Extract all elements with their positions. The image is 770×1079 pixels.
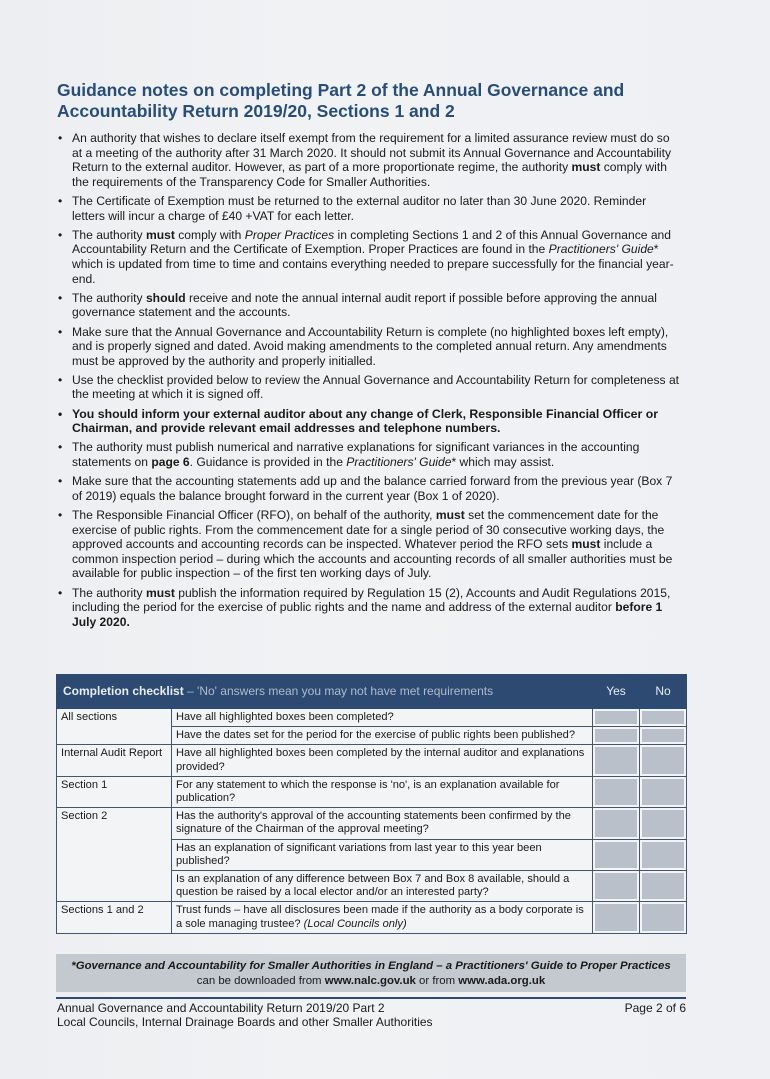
yes-column-header: Yes (593, 675, 640, 709)
yes-checkbox[interactable] (593, 902, 640, 933)
checklist-row (57, 776, 687, 807)
no-column-header: No (640, 675, 687, 709)
checklist-question: Has an explanation of significant variations from last year to this year been published? (172, 839, 593, 870)
checklist-question: Have the dates set for the period for the exercise of public rights been published? (172, 727, 593, 745)
section-label: Internal Audit Report (57, 745, 172, 776)
completion-checklist-table (56, 674, 687, 934)
guidance-list (57, 131, 682, 634)
bullet-item: • An authority that wishes to declare itself exempt from the requirement for a limited assurance review must do so at a meeting of the authority after 31 March 2020. It should not submit its Annual Governance and Accountability Return to the external auditor. However, as part of a more proportionate regime, the authority must comply with the requirements of the Transparency Code for Smaller Authorities. (58, 131, 672, 189)
footnote-title: *Governance and Accountability for Smaller Authorities in England – a Practitioners' Guide to Proper Practices (71, 960, 671, 972)
section-label: All sections (57, 709, 172, 745)
bullet-item: • The Certificate of Exemption must be returned to the external auditor no later than 30 June 2020. Reminder letters will incur a charge of £40 +VAT for each letter. (58, 193, 647, 223)
page-title: Guidance notes on completing Part 2 of the Annual Governance and Accountability Return 2019/20, Sections 1 and 2 (57, 80, 625, 121)
yes-checkbox[interactable] (593, 709, 640, 727)
checklist-row (57, 808, 687, 839)
no-checkbox[interactable] (640, 776, 687, 807)
checklist-header-row (57, 675, 687, 709)
section-label: Section 1 (57, 776, 172, 807)
yes-checkbox[interactable] (593, 727, 640, 745)
checklist-row (57, 709, 687, 727)
checklist-question: Has the authority's approval of the accounting statements been confirmed by the signature of the Chairman of the approval meeting? (172, 808, 593, 839)
yes-checkbox[interactable] (593, 839, 640, 870)
checklist-row (57, 745, 687, 776)
checklist-question: For any statement to which the response is 'no', is an explanation available for publication? (172, 776, 593, 807)
bullet-item: • The Responsible Financial Officer (RFO), on behalf of the authority, must set the commencement date for the exercise of public rights. From the commencement date for a single period of 30 consecutive working days, the approved accounts and accounting records can be inspected. Whatever period the RFO sets must include a common inspection period – during which the accounts and accounting records of all smaller authorities must be available for public inspection – of the first ten working days of July. (58, 508, 673, 581)
bullet-item: • Use the checklist provided below to review the Annual Governance and Accountability Return for completeness at the meeting at which it is signed off. (58, 372, 680, 402)
no-checkbox[interactable] (640, 745, 687, 776)
bullet-item: • The authority must publish the information required by Regulation 15 (2), Accounts and Audit Regulations 2015, including the period for the exercise of public rights and the name and address of the external auditor before 1 July 2020. (58, 585, 671, 629)
bullet-item: • Make sure that the accounting statements add up and the balance carried forward from the previous year (Box 7 of 2019) equals the balance brought forward in the current year (Box 1 of 2020). (58, 474, 673, 503)
checklist-question: Have all highlighted boxes been completed by the internal auditor and explanations provided? (172, 745, 593, 776)
footnote-links: can be downloaded from www.nalc.gov.uk or from www.ada.org.uk (196, 975, 546, 987)
page-number: Page 2 of 6 (624, 1001, 686, 1015)
nalc-link[interactable]: www.nalc.gov.uk (324, 975, 416, 987)
checklist-question: Have all highlighted boxes been completed? (172, 709, 593, 727)
footer-text: Annual Governance and Accountability Return 2019/20 Part 2 Local Councils, Internal Drainage Boards and other Smaller Authorities (57, 1001, 433, 1029)
no-checkbox[interactable] (640, 902, 687, 933)
checklist-row (57, 902, 687, 933)
no-checkbox[interactable] (640, 727, 687, 745)
bullet-item: • Make sure that the Annual Governance and Accountability Return is complete (no highlighted boxes left empty), and is properly signed and dated. Avoid making amendments to the completed annual return. Any amendments must be approved by the authority and properly initialled. (58, 324, 669, 368)
no-checkbox[interactable] (640, 839, 687, 870)
no-checkbox[interactable] (640, 709, 687, 727)
no-checkbox[interactable] (640, 871, 687, 902)
checklist-header: Completion checklist – 'No' answers mean you may not have met requirements (57, 675, 593, 709)
footer-divider (56, 997, 686, 999)
bullet-item: • The authority should receive and note the annual internal audit report if possible before approving the annual governance statement and the accounts. (58, 290, 657, 320)
yes-checkbox[interactable] (593, 776, 640, 807)
yes-checkbox[interactable] (593, 745, 640, 776)
ada-link[interactable]: www.ada.org.uk (458, 975, 546, 987)
footnote (56, 954, 686, 992)
yes-checkbox[interactable] (593, 808, 640, 839)
bullet-item-emphasis: • You should inform your external auditor about any change of Clerk, Responsible Financial Officer or Chairman, and provide relevant email addresses and telephone numbers. (58, 406, 659, 436)
yes-checkbox[interactable] (593, 871, 640, 902)
no-checkbox[interactable] (640, 808, 687, 839)
checklist-question: Trust funds – have all disclosures been made if the authority as a body corporate is a sole managing trustee? (Local Councils only) (172, 902, 593, 933)
bullet-item: • The authority must publish numerical and narrative explanations for significant variances in the accounting statements on page 6. Guidance is provided in the Practitioners' Guide* which may assist. (58, 440, 640, 470)
section-label: Section 2 (57, 808, 172, 902)
bullet-item: • The authority must comply with Proper Practices in completing Sections 1 and 2 of this Annual Governance and Accountability Return and the Certificate of Exemption. Proper Practices are found in the Practitioners' Guide* which is updated from time to time and contains everything needed to prepare successfully for the financial year-end. (58, 227, 674, 286)
checklist-question: Is an explanation of any difference between Box 7 and Box 8 available, should a question be raised by a local elector and/or an interested party? (172, 871, 593, 902)
section-label: Sections 1 and 2 (57, 902, 172, 933)
